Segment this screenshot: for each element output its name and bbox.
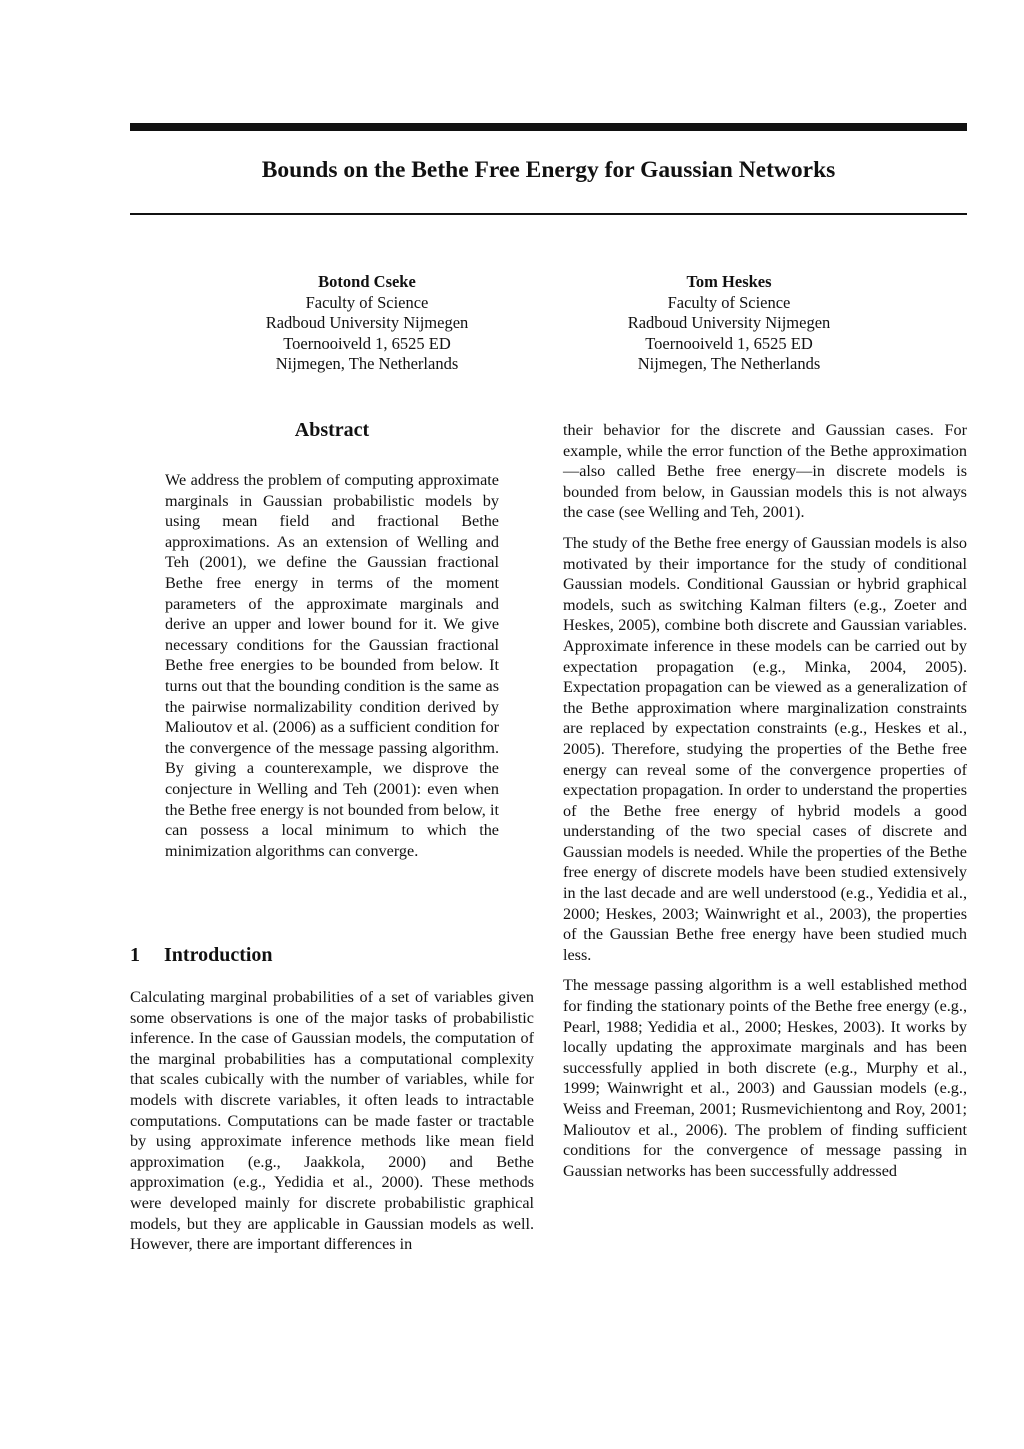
author-affiliation-line: Toernooiveld 1, 6525 ED [283, 333, 451, 353]
author-affiliation-line: Radboud University Nijmegen [265, 313, 469, 333]
author-affiliation-line: Radboud University Nijmegen [627, 313, 831, 333]
intro-paragraph-1: Calculating marginal probabilities of a set of variables given some observations is one of the major tasks of probabilistic inference. In the case of Gaussian models, the computation of the marginal probabilities has a computational complexity that scales cubically with the number of variables, while for models with discrete variables, it often leads to intractable computations. Computations can be made faster or tractable by using approximate inference methods like mean field approximation (e.g., Jaakkola, 2000) and Bethe approximation (e.g., Yedidia et al., 2000). These methods were developed mainly for discrete probabilistic graphical models, but they are applicable in Gaussian models as well. However, there are important differences in [130, 988, 534, 1254]
intro-paragraph-2: The study of the Bethe free energy of Gaussian models is also motivated by their importance for the study of conditional Gaussian models. Conditional Gaussian or hybrid graphical models, such as switching Kalman filters (e.g., Zoeter and Heskes, 2005), combine both discrete and Gaussian variables. Approximate inference in these models can be carried out by expectation propagation (e.g., Minka, 2004, 2005). Expectation propagation can be viewed as a generalization of the Bethe approximation where marginalization constraints are replaced by expectation constraints (e.g., Heskes et al., 2005). Therefore, studying the properties of the Bethe free energy can reveal some of the convergence properties of expectation propagation. In order to understand the properties of the Bethe free energy of hybrid models a good understanding of the two special cases of discrete and Gaussian models is needed. While the properties of the Bethe free energy of discrete models have been studied extensively in the last decade and are well understood (e.g., Yedidia et al., 2000; Heskes, 2003; Wainwright et al., 2003), the properties of the Gaussian Bethe free energy have been studied much less. [563, 533, 967, 964]
author-affiliation-line: Nijmegen, The Netherlands [275, 354, 459, 374]
abstract-text: We address the problem of computing approximate marginals in Gaussian probabilistic models by using mean field and fractional Bethe approximations. As an extension of Welling and Teh (2001), we define the Gaussian fractional Bethe free energy in terms of the moment parameters of the approximate marginals and derive an upper and lower bound for it. We give necessary conditions for the Gaussian fractional Bethe free energies to be bounded from below. It turns out that the bounding condition is the same as the pairwise normalizability condition derived by Malioutov et al. (2006) as a sufficient condition for the convergence of the message passing algorithm. By giving a counterexample, we disprove the conjecture in Welling and Teh (2001): even when the Bethe free energy is not bounded from below, it can possess a local minimum to which the minimization algorithms can converge. [165, 471, 499, 860]
paper-title: Bounds on the Bethe Free Energy for Gaussian Networks [261, 157, 836, 183]
left-column-body [130, 987, 534, 1255]
author-block-1 [217, 272, 517, 375]
abstract-heading: Abstract [294, 419, 370, 441]
intro-paragraph-1-continued: their behavior for the discrete and Gaussian cases. For example, while the error function of the Bethe approximation—also called Bethe free energy—in discrete models is bounded from below, in Gaussian models this is not always the case (see Welling and Teh, 2001). [563, 421, 967, 522]
section-heading-introduction [130, 942, 534, 968]
author-affiliation-line: Toernooiveld 1, 6525 ED [645, 333, 813, 353]
author-name: Botond Cseke [318, 272, 416, 291]
section-title: Introduction [164, 944, 273, 966]
right-column-body [563, 420, 967, 1181]
abstract-body [165, 470, 499, 861]
author-affiliation-line: Faculty of Science [667, 292, 791, 312]
author-block-2 [579, 272, 879, 375]
section-number: 1 [130, 944, 140, 966]
author-name: Tom Heskes [686, 272, 772, 291]
author-affiliation-line: Nijmegen, The Netherlands [637, 354, 821, 374]
title-rule-top [130, 123, 967, 131]
title-rule-bottom [130, 213, 967, 215]
intro-paragraph-3: The message passing algorithm is a well established method for finding the stationary points of the Bethe free energy (e.g., Pearl, 1988; Yedidia et al., 2000; Heskes, 2003). It works by locally updating the approximate marginals and has been successfully applied in both discrete (e.g., Murphy et al., 1999; Wainwright et al., 2003) and Gaussian models (e.g., Weiss and Freeman, 2001; Rusmevichientong and Roy, 2001; Malioutov et al., 2006). The problem of finding sufficient conditions for the convergence of message passing in Gaussian networks has been successfully addressed [563, 976, 967, 1180]
author-affiliation-line: Faculty of Science [305, 292, 429, 312]
